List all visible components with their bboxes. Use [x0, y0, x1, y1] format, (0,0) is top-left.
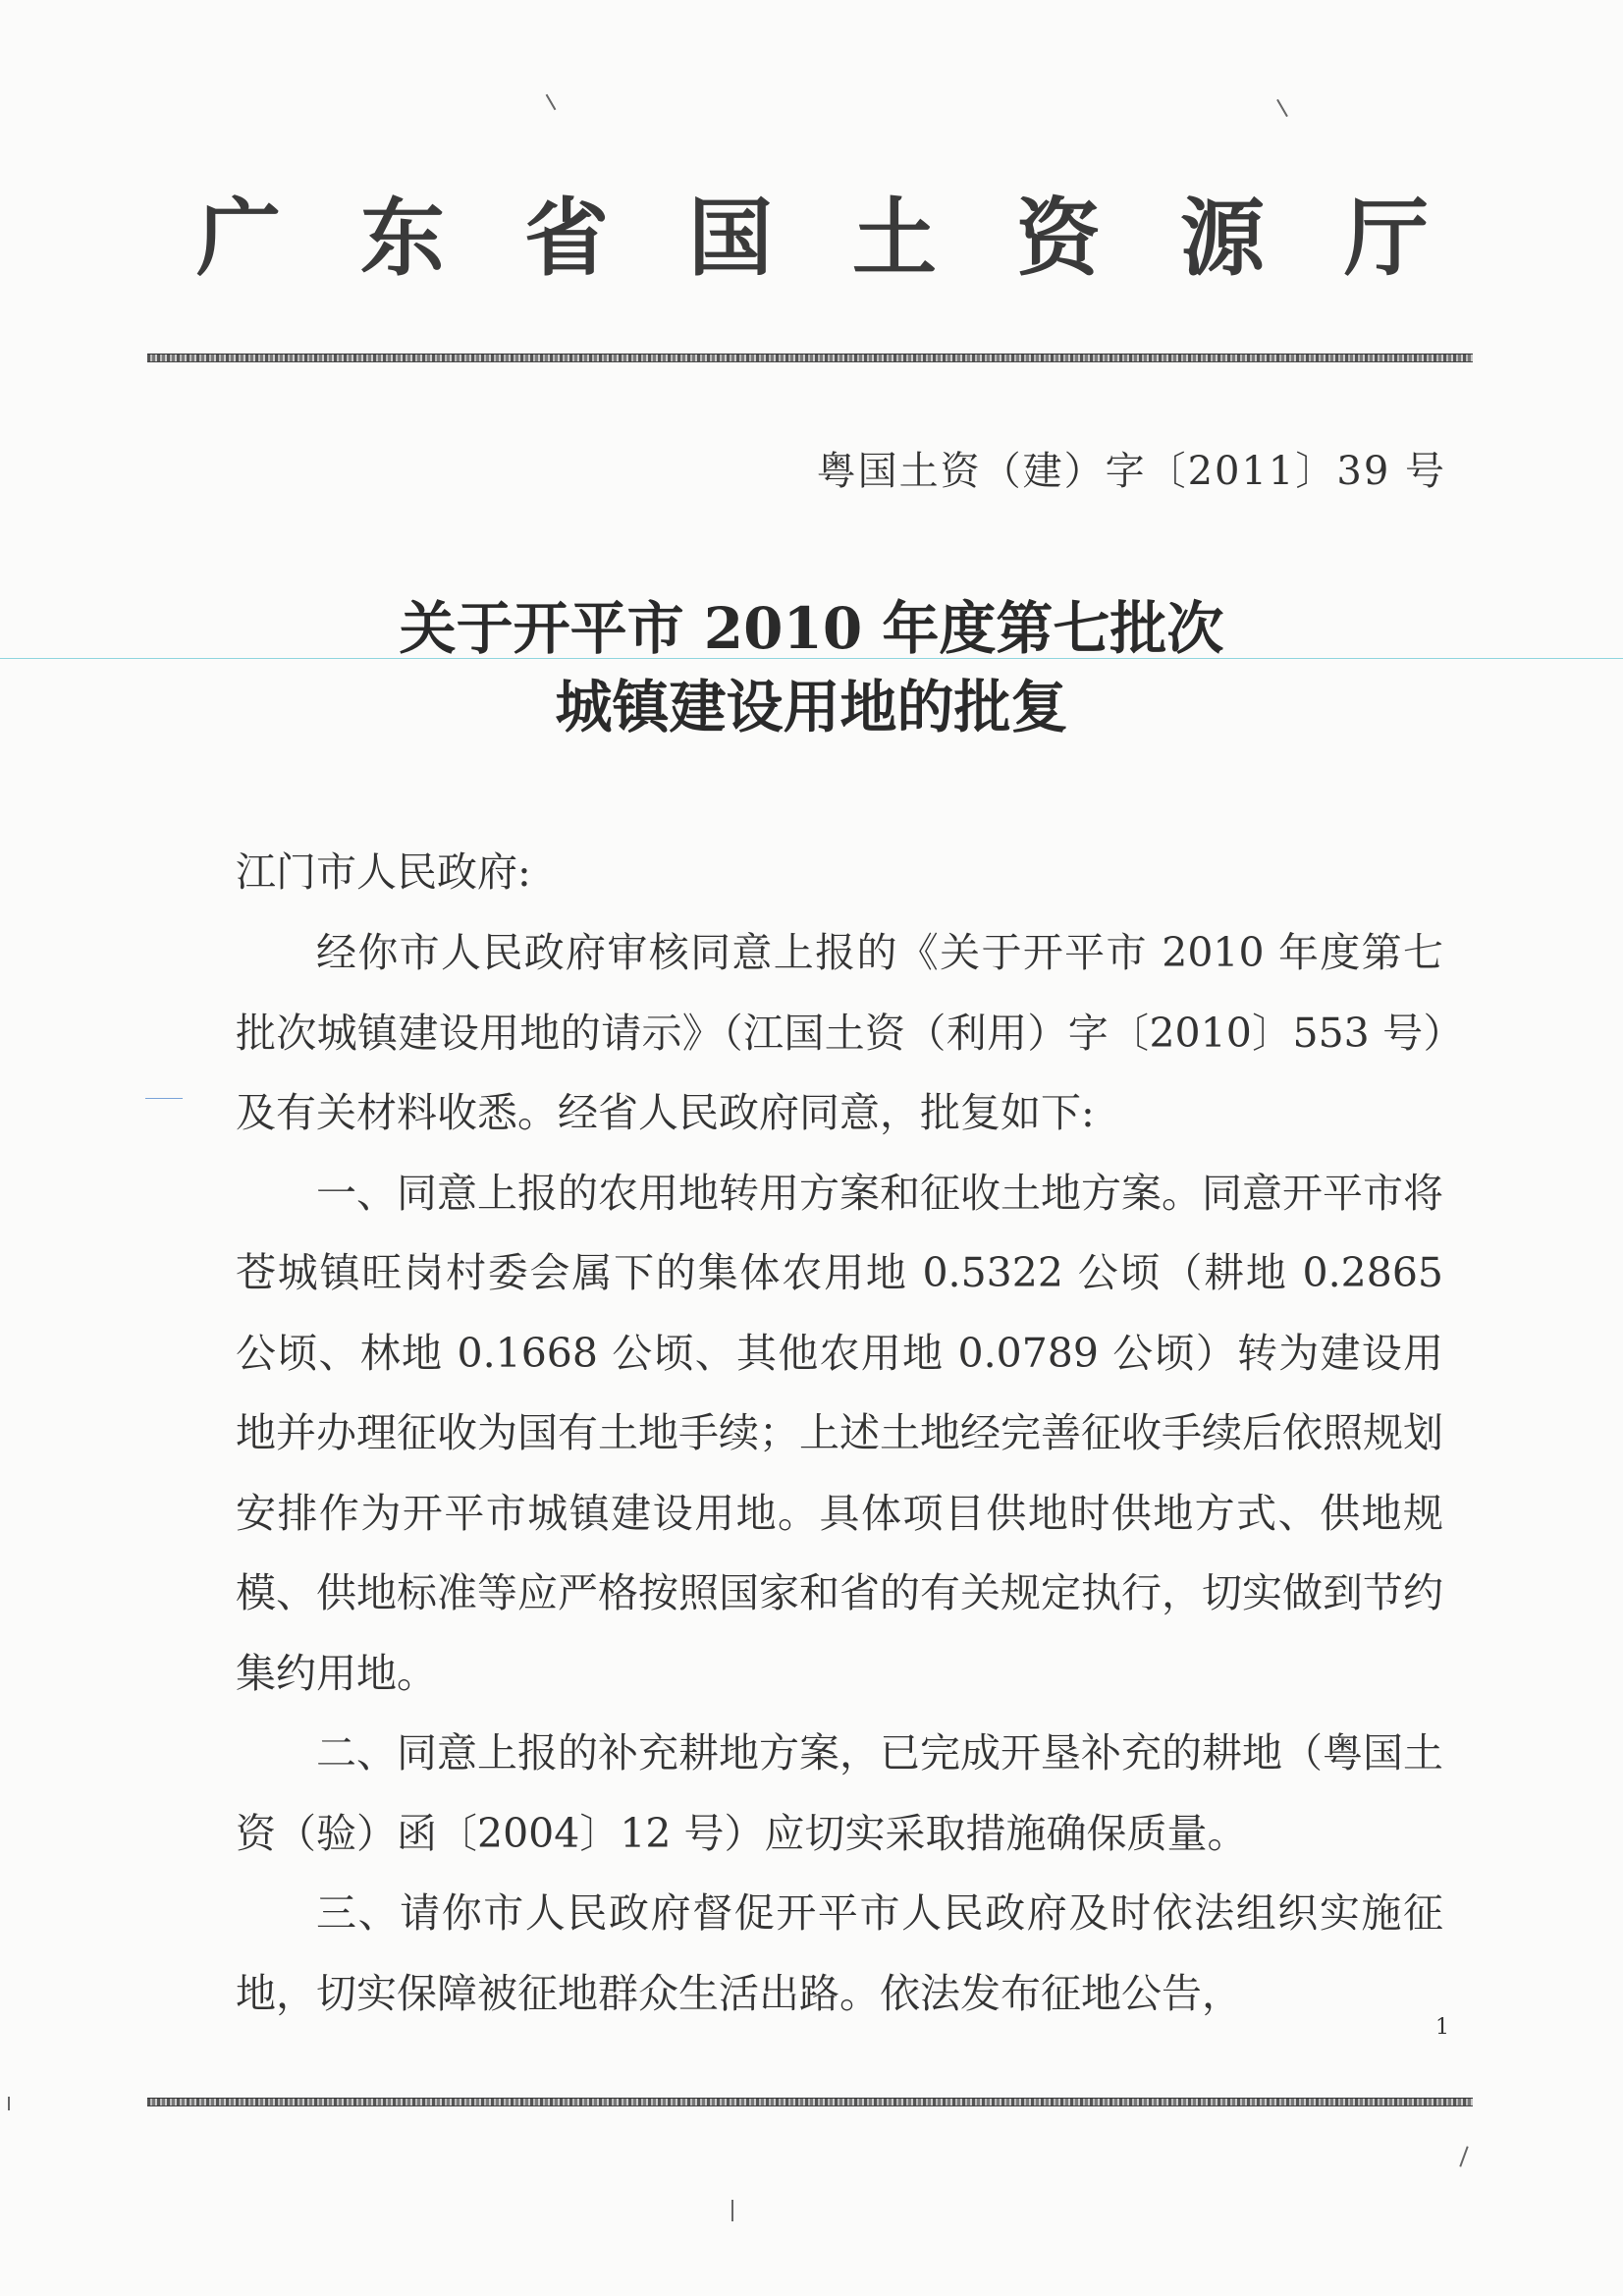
header-char: 国 [688, 189, 773, 288]
paragraph: 二、同意上报的补充耕地方案，已完成开垦补充的耕地（粤国土资（验）函〔2004〕12 号）应切实采取措施确保质量。 [236, 1729, 1443, 1857]
scan-artifact [1459, 2146, 1468, 2166]
issuing-authority-header [196, 189, 1429, 288]
header-char: 源 [1180, 189, 1265, 288]
scan-artifact [145, 1098, 183, 1099]
footer-divider [147, 2098, 1473, 2106]
paragraph: 三、请你市人民政府督促开平市人民政府及时依法组织实施征地，切实保障被征地群众生活出路。依法发布征地公告， [236, 1889, 1443, 2017]
title-line-1: 关于开平市 2010 年度第七批次 [399, 595, 1224, 662]
scan-artifact [546, 94, 557, 111]
header-char: 东 [360, 189, 445, 288]
header-divider [147, 354, 1473, 362]
paragraph: 经你市人民政府审核同意上报的《关于开平市 2010 年度第七批次城镇建设用地的请示》（江国土资（利用）字〔2010〕553 号）及有关材料收悉。经省人民政府同意，批复如下: [236, 929, 1443, 1136]
header-char: 省 [524, 189, 609, 288]
document-title [0, 589, 1623, 746]
page-number: 1 [1435, 2015, 1449, 2040]
header-char: 土 [852, 189, 937, 288]
scan-artifact [8, 2097, 10, 2110]
addressee: 江门市人民政府: [236, 848, 531, 896]
title-line-2: 城镇建设用地的批复 [555, 674, 1068, 740]
document-number: 粤国土资（建）字〔2011〕39 号 [816, 449, 1446, 494]
header-char: 厅 [1344, 189, 1429, 288]
paragraph: 一、同意上报的农用地转用方案和征收土地方案。同意开平市将苍城镇旺岗村委会属下的集体农用地 0.5322 公顷（耕地 0.2865 公顷、林地 0.1668 公顷、其他农用地 0.0789 公顷）转为建设用地并办理征收为国有土地手续；上述土地经完善征收手续后依照规划安排作为开平市城镇建设用地。具体项目供地时供地方式、供地规模、供地标准等应严格按照国家和省的有关规定执行，切实做到节约集约用地。 [236, 1169, 1443, 1697]
header-char: 广 [196, 189, 281, 288]
header-char: 资 [1016, 189, 1101, 288]
body-text [236, 913, 1443, 2034]
scan-artifact [731, 2200, 733, 2221]
scan-artifact [1276, 99, 1288, 117]
